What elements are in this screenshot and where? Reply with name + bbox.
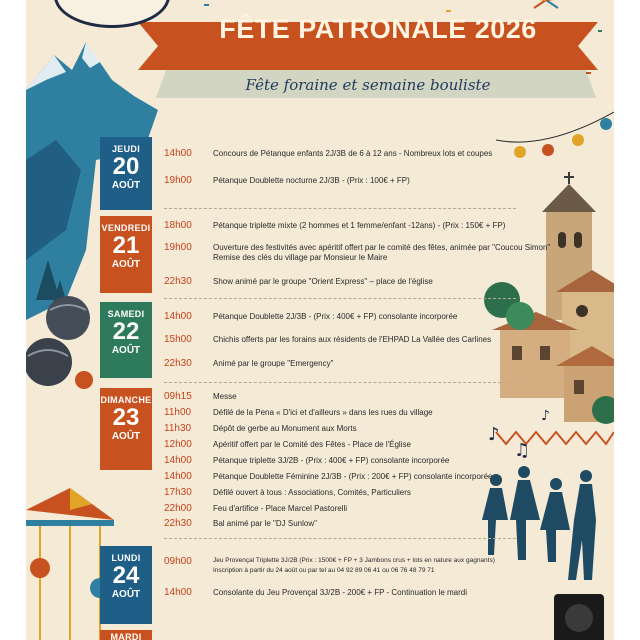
event-time: 11h30	[164, 423, 192, 434]
svg-text:♪: ♪	[541, 408, 550, 424]
event-text: Pétanque Doublette Féminine 2J/3B - (Prix : 200€ + FP) consolante incorporée	[213, 472, 493, 481]
day-number: 20	[112, 153, 140, 180]
event-time: 15h00	[164, 334, 192, 345]
event-time: 14h00	[164, 471, 192, 482]
svg-text:♪: ♪	[488, 424, 500, 445]
event-text: Feu d'artifice - Place Marcel Pastorelli	[213, 504, 348, 513]
day-badge-lundi	[100, 546, 152, 624]
day-badge-jeudi	[100, 137, 152, 210]
event-time: 22h00	[164, 503, 192, 514]
event-text: Ouverture des festivités avec apéritif offert par le comité des fêtes, animée par "Coucou Simon"	[213, 243, 551, 252]
day-number: 22	[112, 318, 140, 345]
string-lights-illustration	[496, 112, 614, 142]
event-time: 22h30	[164, 358, 192, 369]
event-text: Pétanque triplette mixte (2 hommes et 1 femme/enfant -12ans) - (Prix : 150€ + FP)	[213, 221, 506, 230]
day-badge-dimanche	[100, 388, 152, 470]
event-text: Pétanque Doublette nocturne 2J/3B - (Prix : 100€ + FP)	[213, 176, 410, 185]
day-month: AOÛT	[111, 180, 141, 191]
divider	[164, 298, 516, 299]
event-text: Défilé ouvert à tous : Associations, Comités, Particuliers	[213, 488, 411, 497]
fireworks-illustration	[530, 0, 562, 8]
day-number: 21	[112, 232, 140, 259]
event-time: 22h30	[164, 276, 192, 287]
event-text: Animé par le groupe "Emergency"	[213, 359, 334, 368]
divider	[164, 538, 516, 539]
poster-subtitle: Fête foraine et semaine bouliste	[245, 76, 491, 94]
event-text: Apéritif offert par le Comité des Fêtes - Place de l'Église	[213, 440, 411, 449]
day-name: MARDI	[110, 632, 142, 640]
day-month: AOÛT	[111, 431, 141, 442]
event-text: Pétanque Doublette 2J/3B - (Prix : 400€ + FP) consolante incorporée	[213, 312, 458, 321]
event-time: 18h00	[164, 220, 192, 231]
event-time: 19h00	[164, 242, 192, 253]
day-month: AOÛT	[111, 259, 141, 270]
event-text: Dépôt de gerbe au Monument aux Morts	[213, 424, 357, 433]
event-text: Jeu Provençal Triplette 3J/2B (Prix : 1500€ + FP + 3 Jambons crus + lots en nature aux gagnants)	[213, 557, 495, 564]
event-text: Show animé par le groupe "Orient Express" – place de l'église	[213, 277, 433, 286]
event-time: 14h00	[164, 587, 192, 598]
day-badge-samedi	[100, 302, 152, 378]
event-text: Bal animé par le "DJ Sunlow"	[213, 519, 317, 528]
festival-poster	[26, 0, 614, 640]
svg-text:♫: ♫	[514, 440, 531, 461]
event-text: Pétanque triplette 3J/2B - (Prix : 400€ + FP) consolante incorporée	[213, 456, 450, 465]
event-text: Chichis offerts par les forains aux résidents de l'EHPAD La Vallée des Carlines	[213, 335, 492, 344]
event-time: 09h15	[164, 391, 192, 402]
event-text: Messe	[213, 392, 237, 401]
dancers-illustration	[482, 466, 596, 580]
event-time: 19h00	[164, 175, 192, 186]
poster-title: FÊTE PATRONALE 2026	[219, 14, 537, 44]
event-text: Concours de Pétanque enfants 2J/3B de 6 à 12 ans - Nombreux lots et coupes	[213, 149, 493, 158]
divider	[164, 208, 516, 209]
day-name: DIMANCHE	[100, 395, 152, 405]
day-name: SAMEDI	[107, 309, 145, 319]
event-time: 14h00	[164, 455, 192, 466]
day-name: JEUDI	[111, 144, 140, 154]
day-badge-vendredi	[100, 216, 152, 293]
day-name: VENDREDI	[101, 223, 151, 233]
event-time: 14h00	[164, 311, 192, 322]
event-time: 22h30	[164, 518, 192, 529]
day-name: LUNDI	[111, 553, 141, 563]
event-time: 09h00	[164, 556, 192, 567]
event-text: Consolante du Jeu Provençal 3J/2B - 200€ + FP - Continuation le mardi	[213, 588, 467, 597]
day-badge-mardi	[100, 630, 152, 640]
day-number: 23	[112, 404, 140, 431]
event-time: 12h00	[164, 439, 192, 450]
event-time: 17h30	[164, 487, 192, 498]
day-month: AOÛT	[111, 345, 141, 356]
divider	[164, 382, 516, 383]
event-time: 11h00	[164, 407, 192, 418]
day-month: AOÛT	[111, 589, 141, 600]
event-text-line2: Inscription à partir du 24 août ou par tel au 04 92 89 06 41 ou 06 76 48 79 71	[213, 567, 435, 574]
event-time: 14h00	[164, 148, 192, 159]
event-text-line2: Remise des clés du village par Monsieur le Maire	[213, 253, 388, 262]
event-text: Défilé de la Pena « D'ici et d'ailleurs » dans les rues du village	[213, 408, 433, 417]
day-number: 24	[112, 562, 140, 589]
